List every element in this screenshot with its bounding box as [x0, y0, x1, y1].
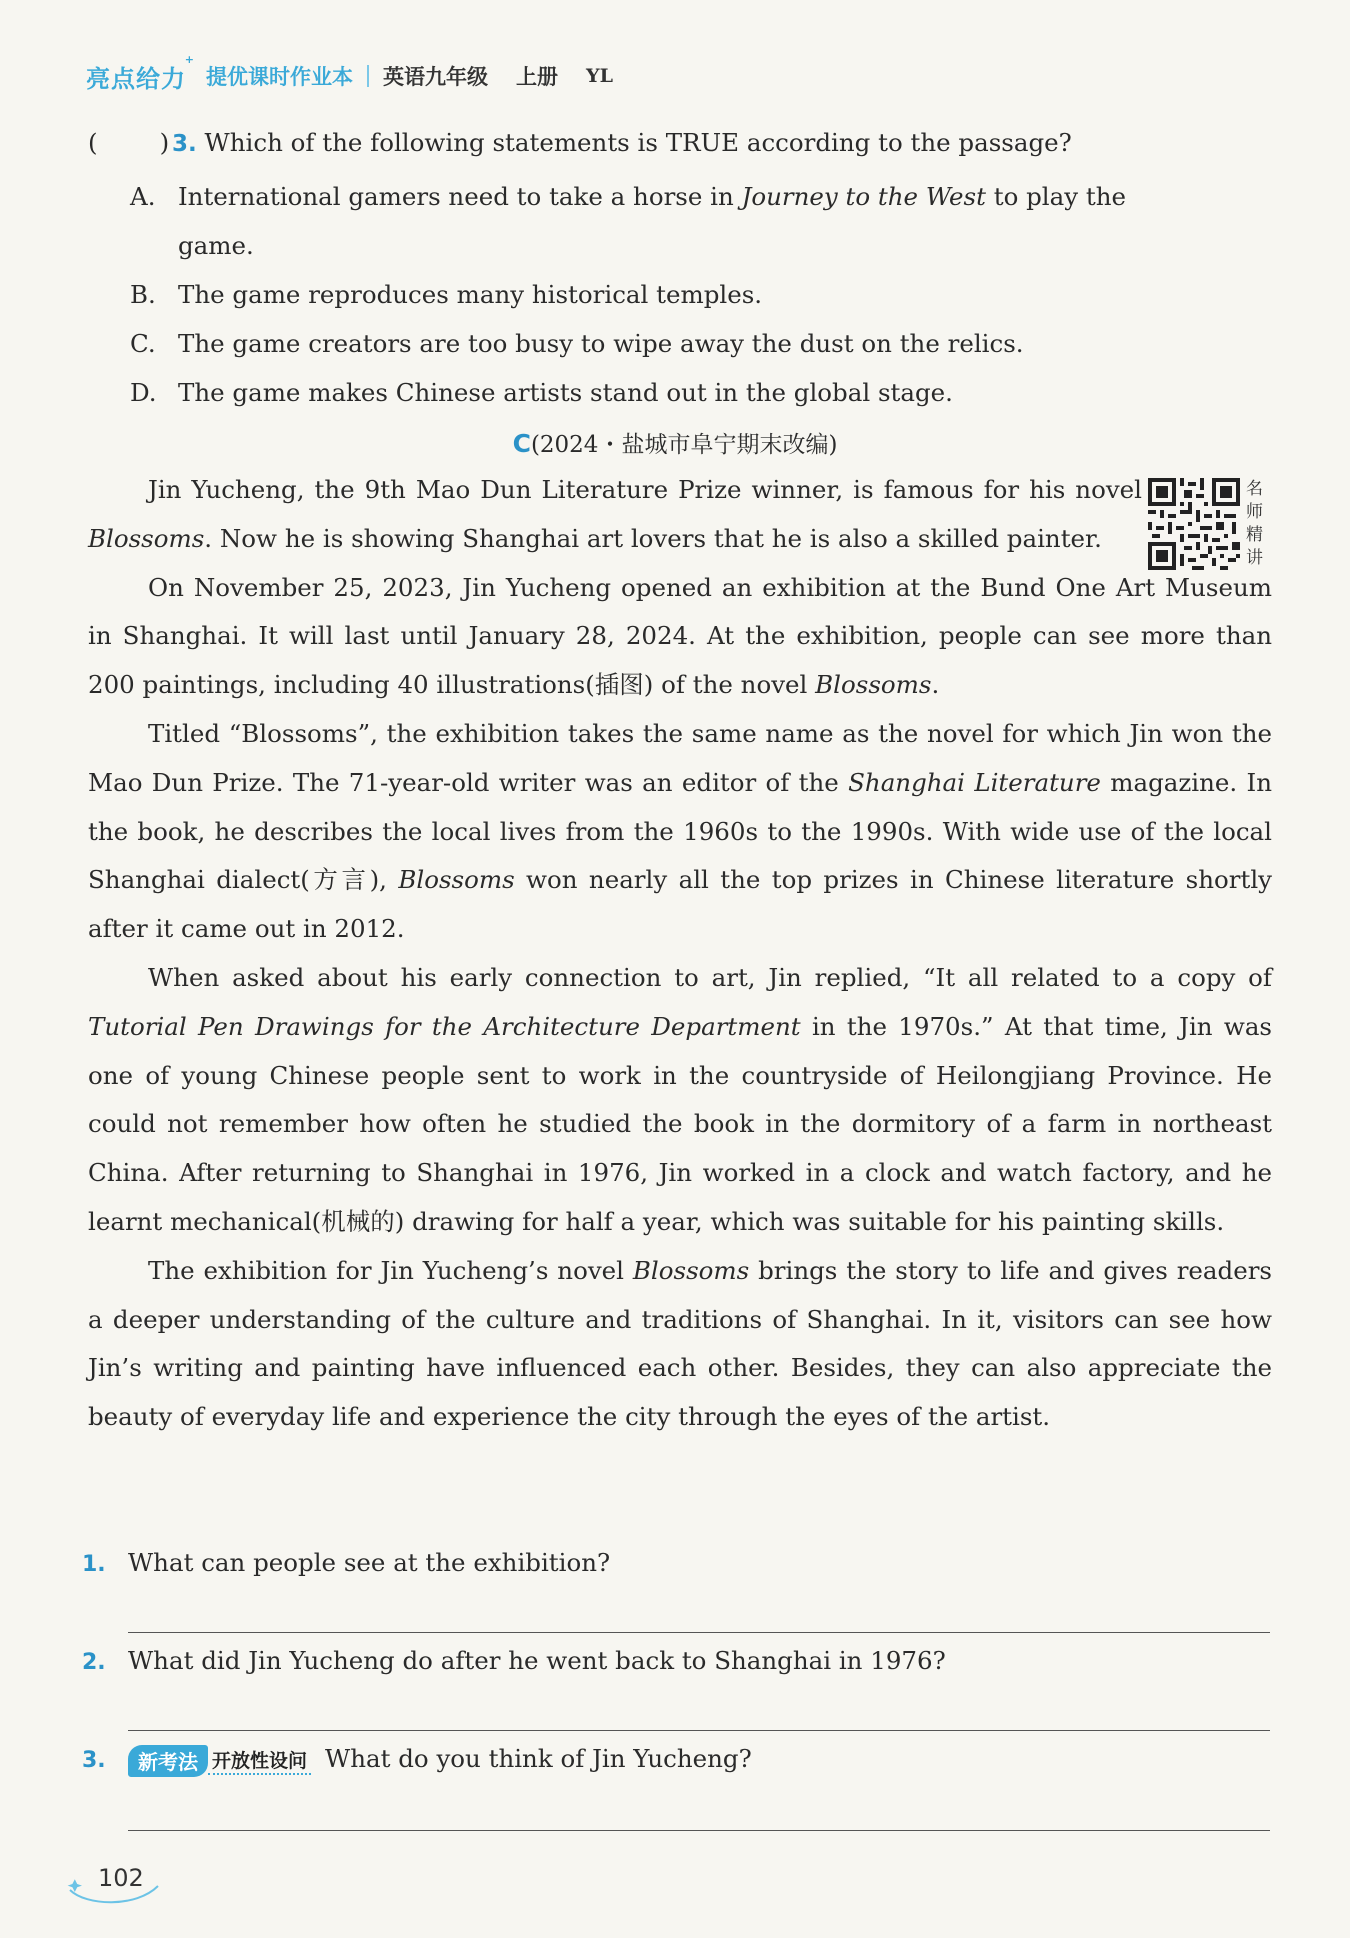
reading-passage — [88, 466, 1272, 1442]
option-label: A. — [130, 182, 156, 211]
grade-label: 英语九年级 — [383, 65, 488, 89]
question-text: What did Jin Yucheng do after he went back to Shanghai in 1976? — [128, 1646, 946, 1675]
option-a — [130, 172, 1198, 221]
option-d — [130, 368, 953, 417]
option-text: The game reproduces many historical temples. — [178, 280, 763, 309]
option-label: B. — [130, 280, 156, 309]
p3-text-c: won nearly all the top prizes in Chinese literature shortly after it came out in 2012. — [88, 865, 1272, 944]
p4-text-a: When asked about his early connection to art, Jin replied, “It all related to a copy of — [148, 962, 1272, 992]
section-letter: C — [512, 429, 531, 458]
short-question-1 — [82, 1548, 610, 1577]
question-stem: Which of the following statements is TRUE according to the passage? — [204, 128, 1072, 157]
option-text: The game creators are too busy to wipe away the dust on the relics. — [178, 329, 1024, 358]
qr-label: 名师精讲 — [1246, 479, 1263, 568]
p5-title: Blossoms — [632, 1255, 750, 1285]
option-label: C. — [130, 329, 156, 358]
brand-name: 亮点给力 — [86, 64, 186, 93]
open-question-tag: 开放性设问 — [208, 1746, 311, 1775]
paren-close: ) — [159, 128, 170, 157]
question-text: What can people see at the exhibition? — [128, 1548, 611, 1577]
paren-open: ( — [88, 128, 98, 157]
brand-star: + — [184, 52, 195, 66]
question-text: What do you think of Jin Yucheng? — [325, 1744, 752, 1773]
p3-text-a: Titled “Blossoms”, the exhibition takes the same name as the novel for which Jin won the Mao Dun Prize. The 71-year-old writer was an editor of the — [88, 718, 1272, 797]
answer-line-2[interactable] — [128, 1730, 1270, 1731]
p5-text-b: brings the story to life and gives readers a deeper understanding of the culture and traditions of Shanghai. In it, visitors can see how Jin’s writing and painting have influenced each other. Besides, they can also appreciate the beauty of everyday life and experience the city through the eyes of the artist. — [88, 1255, 1272, 1432]
option-a-title: Journey to the West — [741, 182, 986, 211]
option-text — [178, 172, 1198, 221]
p5-text-a: The exhibition for Jin Yucheng’s novel — [148, 1255, 633, 1285]
passage-paragraph-3 — [88, 710, 1272, 954]
passage-paragraph-5 — [88, 1247, 1272, 1442]
page-header — [86, 52, 613, 96]
option-label: D. — [130, 378, 157, 407]
p4-text-b: in the 1970s.” At that time, Jin was one of young Chinese people sent to work in the countryside of Heilongjiang Province. He could not remember how often he studied the book in the dormitory of a farm in northeast China. After returning to Shanghai in 1976, Jin worked in a clock and watch factory, and he learnt mechanical(机械的) drawing for half a year, which was suitable for his painting skills. — [88, 1011, 1273, 1236]
term-label: 上册 — [516, 65, 558, 89]
p1-title: Blossoms — [88, 523, 205, 553]
option-c — [130, 319, 1024, 368]
header-divider — [367, 65, 369, 87]
answer-line-3[interactable] — [128, 1830, 1270, 1831]
question-number: 3. — [172, 131, 197, 157]
option-text: The game makes Chinese artists stand out in the global stage. — [178, 378, 953, 407]
answer-paren[interactable] — [88, 128, 172, 157]
p4-book-title: Tutorial Pen Drawings for the Architecture Department — [88, 1011, 801, 1041]
short-question-2 — [82, 1646, 946, 1675]
brand-logo — [86, 52, 195, 94]
p3-text-b: magazine. In the book, he describes the local lives from the 1960s to the 1990s. With wide use of the local Shanghai dialect(方言), — [88, 767, 1272, 895]
section-heading — [0, 426, 1350, 459]
passage-paragraph-1 — [88, 466, 1272, 564]
new-exam-tag: 新考法 — [128, 1745, 208, 1777]
p3-novel-title: Blossoms — [398, 865, 515, 895]
edition-label: YL — [586, 65, 613, 87]
p1-text-b: . Now he is showing Shanghai art lovers that he is also a skilled painter. — [204, 523, 1102, 553]
option-a-post: to play the — [985, 182, 1126, 211]
p1-text-a: Jin Yucheng, the 9th Mao Dun Literature Prize winner, is famous for his novel — [148, 475, 1142, 504]
short-question-3 — [82, 1744, 752, 1777]
p3-magazine-title: Shanghai Literature — [848, 767, 1101, 797]
answer-line-1[interactable] — [128, 1632, 1270, 1633]
p2-title: Blossoms — [815, 670, 932, 700]
option-a-continued: game. — [178, 231, 254, 260]
option-a-pre: International gamers need to take a horse in — [178, 182, 742, 211]
series-title: 提优课时作业本 — [206, 65, 353, 89]
option-b — [130, 270, 762, 319]
question-number: 2. — [82, 1650, 106, 1675]
question-number: 3. — [82, 1748, 106, 1773]
section-source: (2024・盐城市阜宁期末改编) — [530, 432, 838, 458]
mc-question-3 — [88, 128, 1278, 157]
question-number: 1. — [82, 1552, 106, 1577]
passage-paragraph-4 — [88, 954, 1272, 1247]
p2-text-a: On November 25, 2023, Jin Yucheng opened an exhibition at the Bund One Art Museum in Shanghai. It will last until January 28, 2024. At the exhibition, people can see more than 200 paintings, including 40 illustrations(插图) of the novel — [88, 572, 1272, 700]
passage-paragraph-2 — [88, 564, 1272, 710]
p2-text-b: . — [931, 670, 940, 700]
page-number: 102 — [98, 1864, 144, 1892]
